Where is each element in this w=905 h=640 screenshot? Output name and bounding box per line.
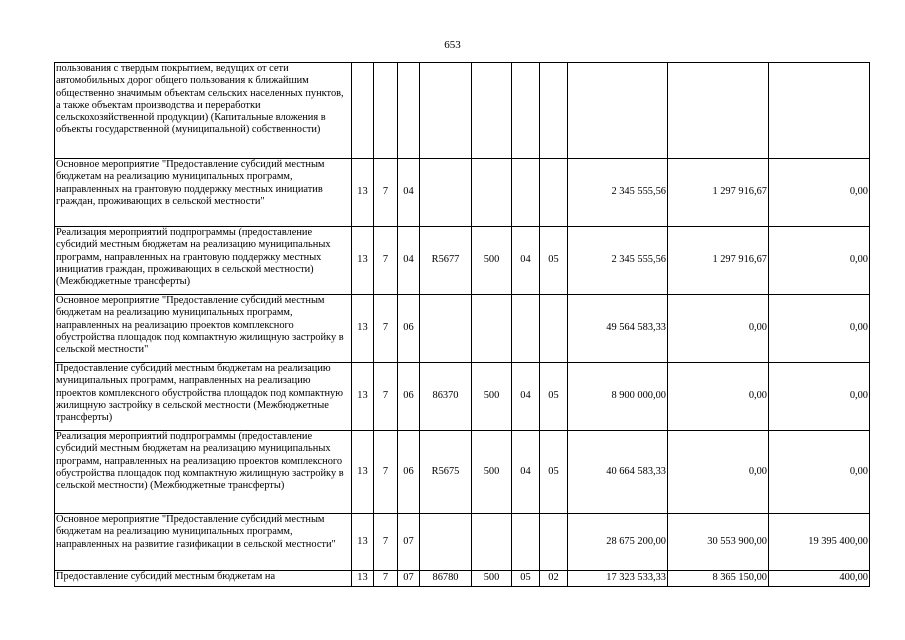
subsection-cell: 02 [540, 571, 568, 587]
section-cell [512, 159, 540, 227]
subsection-cell: 05 [540, 227, 568, 295]
subprogram-code-cell [398, 63, 420, 159]
table-row [55, 227, 870, 295]
ministry-code-cell: 13 [352, 227, 374, 295]
subsection-cell [540, 63, 568, 159]
direction-code-cell: 86370 [420, 363, 472, 431]
amount-year2-cell: 1 297 916,67 [668, 159, 769, 227]
table-row [55, 431, 870, 514]
program-code-cell: 7 [374, 295, 398, 363]
direction-code-cell [420, 514, 472, 571]
amount-year3-cell: 0,00 [769, 295, 870, 363]
direction-code-cell [420, 63, 472, 159]
subsection-cell [540, 514, 568, 571]
program-code-cell: 7 [374, 571, 398, 587]
section-cell: 04 [512, 227, 540, 295]
amount-year3-cell [769, 63, 870, 159]
subprogram-code-cell: 06 [398, 363, 420, 431]
amount-year2-cell: 30 553 900,00 [668, 514, 769, 571]
table-row [55, 159, 870, 227]
program-code-cell: 7 [374, 227, 398, 295]
ministry-code-cell: 13 [352, 431, 374, 514]
ministry-code-cell: 13 [352, 571, 374, 587]
ministry-code-cell: 13 [352, 514, 374, 571]
program-code-cell [374, 63, 398, 159]
subsection-cell: 05 [540, 431, 568, 514]
amount-year3-cell: 0,00 [769, 363, 870, 431]
section-cell: 04 [512, 431, 540, 514]
description-cell: Основное мероприятие "Предоставление субсидий местным бюджетам на реализацию муниципальных программ, направленных на грантовую поддержку местных инициатив граждан, проживающих в сельской местности" [55, 159, 352, 227]
amount-year3-cell: 0,00 [769, 431, 870, 514]
subprogram-code-cell: 04 [398, 159, 420, 227]
subprogram-code-cell: 04 [398, 227, 420, 295]
ministry-code-cell: 13 [352, 295, 374, 363]
expense-type-cell [472, 295, 512, 363]
table-row [55, 295, 870, 363]
amount-year1-cell [568, 63, 668, 159]
amount-year1-cell: 40 664 583,33 [568, 431, 668, 514]
expense-type-cell [472, 63, 512, 159]
description-cell: Предоставление субсидий местным бюджетам на [55, 571, 352, 587]
subprogram-code-cell: 07 [398, 514, 420, 571]
amount-year2-cell: 0,00 [668, 431, 769, 514]
program-code-cell: 7 [374, 159, 398, 227]
ministry-code-cell: 13 [352, 159, 374, 227]
description-cell: пользования с твердым покрытием, ведущих от сети автомобильных дорог общего пользования к ближайшим общественно значимым объектам сельских населенных пунктов, а также объектам производства и переработки сельскохозяйственной продукции) (Капитальные вложения в объекты государственной (муниципальной) собственности) [55, 63, 352, 159]
amount-year2-cell [668, 63, 769, 159]
budget-table [54, 62, 870, 587]
amount-year2-cell: 0,00 [668, 363, 769, 431]
amount-year1-cell: 28 675 200,00 [568, 514, 668, 571]
direction-code-cell: R5675 [420, 431, 472, 514]
description-cell: Предоставление субсидий местным бюджетам на реализацию муниципальных программ, направленных на реализацию проектов комплексного обустройства площадок под компактную жилищную застройку в сельской местности (Межбюджетные трансферты) [55, 363, 352, 431]
subsection-cell [540, 159, 568, 227]
subprogram-code-cell: 06 [398, 295, 420, 363]
amount-year1-cell: 2 345 555,56 [568, 159, 668, 227]
amount-year1-cell: 8 900 000,00 [568, 363, 668, 431]
expense-type-cell: 500 [472, 431, 512, 514]
description-cell: Основное мероприятие "Предоставление субсидий местным бюджетам на реализацию муниципальных программ, направленных на развитие газификации в сельской местности" [55, 514, 352, 571]
ministry-code-cell: 13 [352, 363, 374, 431]
ministry-code-cell [352, 63, 374, 159]
table-row [55, 571, 870, 587]
subprogram-code-cell: 07 [398, 571, 420, 587]
direction-code-cell [420, 295, 472, 363]
description-cell: Реализация мероприятий подпрограммы (предоставление субсидий местным бюджетам на реализацию муниципальных программ, направленных на грантовую поддержку местных инициатив граждан, проживающих в сельской местности) (Межбюджетные трансферты) [55, 227, 352, 295]
direction-code-cell [420, 159, 472, 227]
amount-year3-cell: 0,00 [769, 159, 870, 227]
program-code-cell: 7 [374, 514, 398, 571]
amount-year3-cell: 0,00 [769, 227, 870, 295]
amount-year1-cell: 17 323 533,33 [568, 571, 668, 587]
subsection-cell [540, 295, 568, 363]
program-code-cell: 7 [374, 363, 398, 431]
direction-code-cell: R5677 [420, 227, 472, 295]
amount-year3-cell: 19 395 400,00 [769, 514, 870, 571]
page-number: 653 [444, 39, 461, 51]
amount-year2-cell: 0,00 [668, 295, 769, 363]
amount-year1-cell: 49 564 583,33 [568, 295, 668, 363]
section-cell [512, 514, 540, 571]
section-cell: 04 [512, 363, 540, 431]
amount-year1-cell: 2 345 555,56 [568, 227, 668, 295]
section-cell [512, 295, 540, 363]
amount-year3-cell: 400,00 [769, 571, 870, 587]
description-cell: Основное мероприятие "Предоставление субсидий местным бюджетам на реализацию муниципальных программ, направленных на реализацию проектов комплексного обустройства площадок под компактную жилищную застройку в сельской местности" [55, 295, 352, 363]
description-cell: Реализация мероприятий подпрограммы (предоставление субсидий местным бюджетам на реализацию муниципальных программ, направленных на реализацию проектов комплексного обустройства площадок под компактную жилищную застройку в сельской местности) (Межбюджетные трансферты) [55, 431, 352, 514]
section-cell: 05 [512, 571, 540, 587]
program-code-cell: 7 [374, 431, 398, 514]
subsection-cell: 05 [540, 363, 568, 431]
direction-code-cell: 86780 [420, 571, 472, 587]
expense-type-cell: 500 [472, 227, 512, 295]
expense-type-cell: 500 [472, 363, 512, 431]
expense-type-cell [472, 159, 512, 227]
table-row [55, 63, 870, 159]
expense-type-cell [472, 514, 512, 571]
table-row [55, 363, 870, 431]
expense-type-cell: 500 [472, 571, 512, 587]
amount-year2-cell: 8 365 150,00 [668, 571, 769, 587]
table-row [55, 514, 870, 571]
subprogram-code-cell: 06 [398, 431, 420, 514]
section-cell [512, 63, 540, 159]
amount-year2-cell: 1 297 916,67 [668, 227, 769, 295]
